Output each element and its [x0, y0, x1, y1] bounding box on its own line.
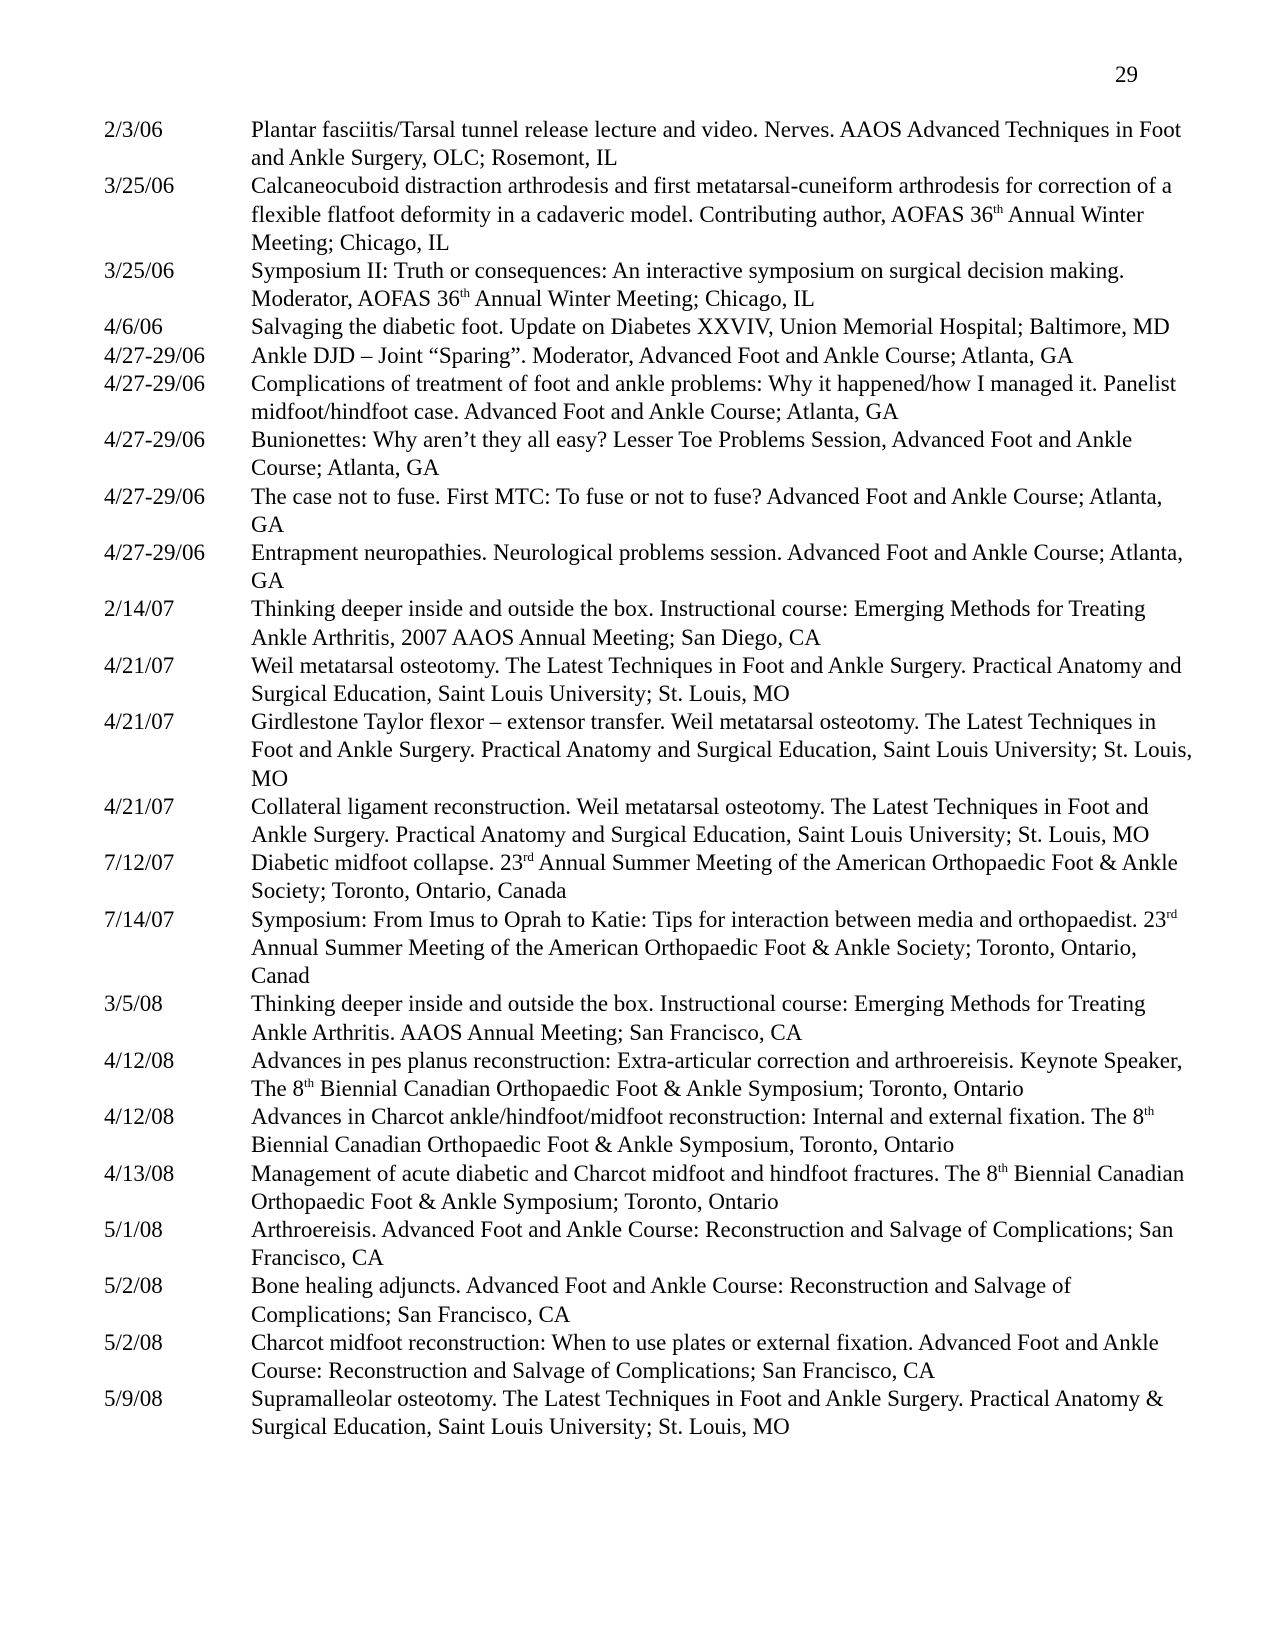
ordinal-suffix: rd — [523, 849, 534, 865]
entry-date: 4/27-29/06 — [104, 370, 205, 396]
entry-text-segment: Biennial Canadian Orthopaedic Foot & Ankle Symposium; Toronto, Ontario — [251, 1160, 1185, 1214]
entry-description — [251, 990, 1194, 1046]
entry-row — [104, 370, 1194, 426]
entry-date: 4/27-29/06 — [104, 540, 205, 566]
entry-row — [104, 1329, 1194, 1385]
entry-description — [251, 1103, 1194, 1159]
entry-row — [104, 483, 1194, 539]
entry-row — [104, 1385, 1194, 1441]
entry-text-segment: Annual Summer Meeting of the American Orthopaedic Foot & Ankle Society; Toronto, Ontario, Canad — [251, 934, 1137, 989]
entry-description — [251, 708, 1194, 793]
entry-description — [251, 1329, 1194, 1385]
ordinal-suffix: th — [459, 285, 470, 301]
presentation-list — [104, 116, 1194, 1442]
ordinal-suffix: th — [304, 1074, 315, 1090]
entry-row — [104, 1272, 1194, 1328]
entry-row — [104, 539, 1194, 595]
entry-description — [251, 793, 1194, 849]
entry-text-segment: Symposium: From Imus to Oprah to Katie: Tips for interaction between media and orthopaedist. 23 — [251, 906, 1167, 932]
entry-row — [104, 257, 1194, 313]
entry-description — [251, 313, 1194, 341]
entry-text-segment: Supramalleolar osteotomy. The Latest Techniques in Foot and Ankle Surgery. Practical Anatomy & Surgical Education, Saint Louis University; St. Louis, MO — [251, 1386, 1164, 1440]
entry-text-segment: Management of acute diabetic and Charcot midfoot and hindfoot fractures. The 8 — [251, 1160, 998, 1186]
entry-description — [251, 595, 1194, 651]
entry-text-segment: Ankle DJD – Joint “Sparing”. Moderator, Advanced Foot and Ankle Course; Atlanta, GA — [251, 342, 1074, 368]
entry-date: 3/25/06 — [104, 173, 175, 199]
entry-row — [104, 1160, 1194, 1216]
entry-row — [104, 1103, 1194, 1159]
entry-row — [104, 1216, 1194, 1272]
entry-date: 7/14/07 — [104, 906, 175, 932]
entry-description — [251, 1216, 1194, 1272]
ordinal-suffix: th — [1144, 1103, 1155, 1119]
entry-text-segment: Thinking deeper inside and outside the box. Instructional course: Emerging Methods for Treating Ankle Arthritis. AAOS Annual Meeting; San Francisco, CA — [251, 991, 1146, 1045]
entry-row — [104, 906, 1194, 991]
ordinal-suffix: th — [997, 1159, 1008, 1175]
entry-description — [251, 342, 1194, 370]
entry-text-segment: Advances in pes planus reconstruction: Extra-articular correction and arthroereisis. Keynote Speaker, The 8 — [251, 1047, 1183, 1101]
entry-date: 5/2/08 — [104, 1273, 163, 1299]
entry-date: 4/6/06 — [104, 314, 163, 340]
entry-text-segment: Complications of treatment of foot and ankle problems: Why it happened/how I managed it. Panelist midfoot/hindfoot case. Advanced Foot and Ankle Course; Atlanta, GA — [251, 370, 1177, 425]
entry-text-segment: Plantar fasciitis/Tarsal tunnel release lecture and video. Nerves. AAOS Advanced Techniques in Foot and Ankle Surgery, OLC; Rosemont, IL — [251, 117, 1182, 171]
entry-date: 4/13/08 — [104, 1160, 175, 1186]
entry-text-segment: Entrapment neuropathies. Neurological problems session. Advanced Foot and Ankle Course; Atlanta, GA — [251, 540, 1183, 594]
entry-row — [104, 426, 1194, 482]
entry-text-segment: Biennial Canadian Orthopaedic Foot & Ankle Symposium; Toronto, Ontario — [314, 1075, 1024, 1101]
entry-date: 3/25/06 — [104, 258, 175, 284]
entry-date: 5/1/08 — [104, 1216, 163, 1242]
entry-row — [104, 708, 1194, 793]
entry-text-segment: The case not to fuse. First MTC: To fuse or not to fuse? Advanced Foot and Ankle Course; Atlanta, GA — [251, 483, 1163, 537]
entry-row — [104, 313, 1194, 341]
entry-description — [251, 483, 1194, 539]
ordinal-suffix: th — [993, 200, 1004, 216]
entry-text-segment: Collateral ligament reconstruction. Weil metatarsal osteotomy. The Latest Techniques in Foot and Ankle Surgery. Practical Anatomy and Surgical Education, Saint Louis University; St. Louis, MO — [251, 793, 1150, 848]
entry-text-segment: Annual Winter Meeting; Chicago, IL — [469, 286, 815, 312]
entry-row — [104, 172, 1194, 257]
entry-text-segment: Annual Winter Meeting; Chicago, IL — [251, 201, 1144, 255]
entry-text-segment: Girdlestone Taylor flexor – extensor transfer. Weil metatarsal osteotomy. The Latest Techniques in Foot and Ankle Surgery. Practical Anatomy and Surgical Education, Saint Louis University; St. Louis, MO — [251, 709, 1193, 791]
entry-date: 5/2/08 — [104, 1329, 163, 1355]
entry-row — [104, 1047, 1194, 1103]
entry-text-segment: Weil metatarsal osteotomy. The Latest Techniques in Foot and Ankle Surgery. Practical Anatomy and Surgical Education, Saint Louis University; St. Louis, MO — [251, 652, 1182, 707]
entry-text-segment: Salvaging the diabetic foot. Update on Diabetes XXVIV, Union Memorial Hospital; Baltimore, MD — [251, 314, 1170, 340]
entry-row — [104, 652, 1194, 708]
entry-text-segment: Bunionettes: Why aren’t they all easy? Lesser Toe Problems Session, Advanced Foot and Ankle Course; Atlanta, GA — [251, 427, 1133, 481]
entry-text-segment: Calcaneocuboid distraction arthrodesis and first metatarsal-cuneiform arthrodesis for correction of a flexible flatfoot deformity in a cadaveric model. Contributing author, AOFAS 36 — [251, 173, 1172, 227]
entry-text-segment: Symposium II: Truth or consequences: An interactive symposium on surgical decision making. Moderator, AOFAS 36 — [251, 258, 1125, 312]
entry-date: 4/21/07 — [104, 793, 175, 819]
entry-date: 2/14/07 — [104, 596, 175, 622]
entry-text-segment: Bone healing adjuncts. Advanced Foot and Ankle Course: Reconstruction and Salvage of Complications; San Francisco, CA — [251, 1273, 1072, 1327]
entry-description — [251, 1272, 1194, 1328]
entry-date: 4/21/07 — [104, 652, 175, 678]
entry-row — [104, 793, 1194, 849]
entry-row — [104, 342, 1194, 370]
entry-description — [251, 1385, 1194, 1441]
entry-text-segment: Annual Summer Meeting of the American Orthopaedic Foot & Ankle Society; Toronto, Ontario, Canada — [251, 850, 1178, 904]
page-number: 29 — [1115, 62, 1138, 87]
entry-description — [251, 116, 1194, 172]
entry-date: 3/5/08 — [104, 991, 163, 1017]
entry-text-segment: Biennial Canadian Orthopaedic Foot & Ankle Symposium, Toronto, Ontario — [251, 1132, 955, 1158]
entry-row — [104, 990, 1194, 1046]
entry-date: 4/21/07 — [104, 709, 175, 735]
entry-description — [251, 257, 1194, 313]
entry-description — [251, 539, 1194, 595]
entry-text-segment: Charcot midfoot reconstruction: When to use plates or external fixation. Advanced Foot and Ankle Course: Reconstruction and Salvage of Complications; San Francisco, CA — [251, 1329, 1159, 1383]
entry-description — [251, 652, 1194, 708]
entry-description — [251, 426, 1194, 482]
entry-text-segment: Thinking deeper inside and outside the box. Instructional course: Emerging Methods for Treating Ankle Arthritis, 2007 AAOS Annual Meeting; San Diego, CA — [251, 596, 1146, 650]
entry-date: 2/3/06 — [104, 117, 163, 142]
entry-date: 4/27-29/06 — [104, 483, 205, 509]
entry-description — [251, 1160, 1194, 1216]
entry-text-segment: Advances in Charcot ankle/hindfoot/midfoot reconstruction: Internal and external fixation. The 8 — [251, 1104, 1145, 1130]
ordinal-suffix: rd — [1166, 905, 1178, 921]
entry-row — [104, 849, 1194, 905]
entry-description — [251, 1047, 1194, 1103]
entry-text-segment: Arthroereisis. Advanced Foot and Ankle Course: Reconstruction and Salvage of Complications; San Francisco, CA — [251, 1216, 1174, 1271]
entry-date: 4/27-29/06 — [104, 342, 205, 368]
entry-date: 4/12/08 — [104, 1104, 175, 1130]
entry-date: 4/12/08 — [104, 1047, 175, 1073]
entry-description — [251, 370, 1194, 426]
entry-date: 5/9/08 — [104, 1386, 163, 1412]
entry-date: 7/12/07 — [104, 850, 175, 876]
entry-date: 4/27-29/06 — [104, 427, 205, 453]
entry-description — [251, 172, 1194, 257]
entry-description — [251, 906, 1194, 991]
entry-row — [104, 116, 1194, 172]
entry-row — [104, 595, 1194, 651]
entry-description — [251, 849, 1194, 905]
entry-text-segment: Diabetic midfoot collapse. 23 — [251, 850, 524, 876]
